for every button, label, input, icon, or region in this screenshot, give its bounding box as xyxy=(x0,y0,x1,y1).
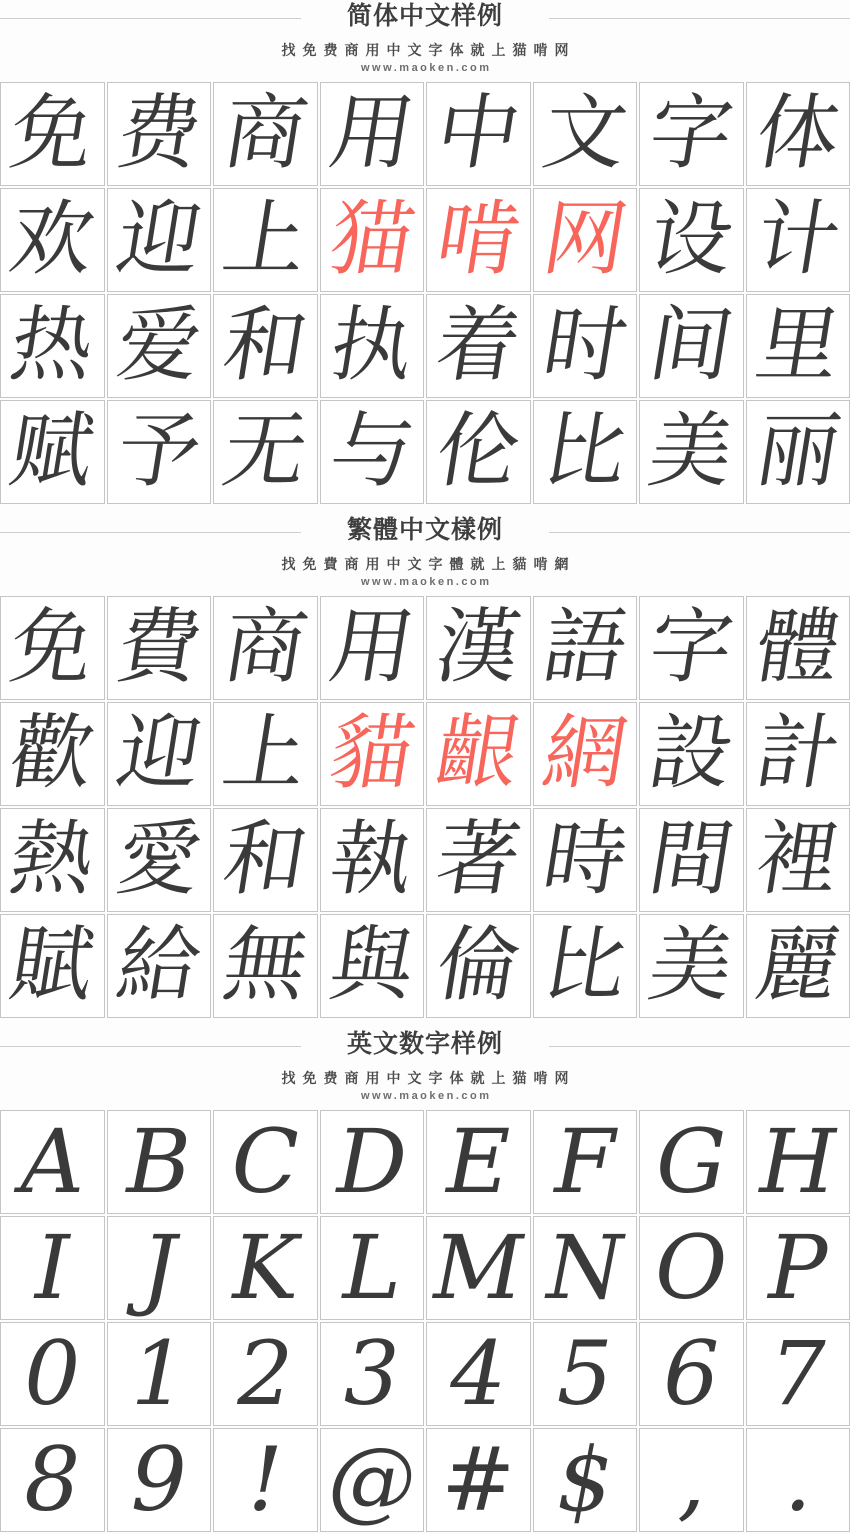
glyph: P xyxy=(768,1216,828,1319)
glyph-cell xyxy=(213,294,318,398)
glyph-cell xyxy=(426,596,531,700)
glyph-cell xyxy=(533,188,638,292)
glyph-cell xyxy=(320,1428,425,1532)
glyph: # xyxy=(441,1428,516,1531)
glyph: 爱 xyxy=(110,298,208,393)
glyph: 體 xyxy=(749,600,847,695)
glyph: 与 xyxy=(323,404,421,499)
glyph: 伦 xyxy=(429,404,527,499)
glyph: 麗 xyxy=(749,918,847,1013)
glyph-highlighted: 齦 xyxy=(429,706,527,801)
glyph-cell xyxy=(0,702,105,806)
site-url: www.maoken.com xyxy=(360,62,492,74)
glyph-cell xyxy=(533,596,638,700)
glyph-cell xyxy=(639,188,744,292)
glyph: . xyxy=(783,1428,812,1531)
glyph: 無 xyxy=(216,918,314,1013)
section-subtitle: 找免費商用中文字體就上貓啃網 xyxy=(281,556,576,572)
glyph-cell xyxy=(107,1428,212,1532)
glyph-cell xyxy=(533,82,638,186)
glyph: 热 xyxy=(3,298,101,393)
glyph-cell xyxy=(213,1428,318,1532)
glyph: 用 xyxy=(323,86,421,181)
glyph-cell xyxy=(320,808,425,912)
glyph: 商 xyxy=(216,86,314,181)
glyph-cell xyxy=(639,1110,744,1214)
glyph: 比 xyxy=(536,404,634,499)
glyph: 愛 xyxy=(110,812,208,907)
glyph: 給 xyxy=(110,918,208,1013)
glyph: 計 xyxy=(749,706,847,801)
glyph-cell xyxy=(639,1428,744,1532)
glyph: 和 xyxy=(216,812,314,907)
glyph: 里 xyxy=(749,298,847,393)
glyph-grid-simplified xyxy=(0,82,850,504)
glyph-cell xyxy=(426,188,531,292)
glyph: 3 xyxy=(343,1322,400,1425)
glyph-cell xyxy=(320,702,425,806)
glyph: 丽 xyxy=(749,404,847,499)
glyph-cell xyxy=(320,1216,425,1320)
glyph-highlighted: 网 xyxy=(536,192,634,287)
glyph: 间 xyxy=(642,298,740,393)
glyph-cell xyxy=(533,702,638,806)
section-title: 英文数字样例 xyxy=(301,1028,549,1060)
section-title: 简体中文样例 xyxy=(301,0,549,32)
glyph-cell xyxy=(746,188,850,292)
glyph-cell xyxy=(639,82,744,186)
glyph: 免 xyxy=(3,600,101,695)
glyph: H xyxy=(759,1110,837,1213)
glyph-cell xyxy=(107,188,212,292)
glyph-highlighted: 猫 xyxy=(323,192,421,287)
glyph-cell xyxy=(0,294,105,398)
glyph: A xyxy=(20,1110,85,1213)
section-title: 繁體中文樣例 xyxy=(301,514,549,546)
glyph: 无 xyxy=(216,404,314,499)
glyph: C xyxy=(231,1110,299,1213)
glyph: J xyxy=(141,1216,177,1319)
glyph: K xyxy=(232,1216,299,1319)
glyph: 7 xyxy=(769,1322,826,1425)
glyph-cell xyxy=(533,914,638,1018)
glyph-cell xyxy=(320,82,425,186)
glyph-cell xyxy=(426,82,531,186)
glyph-cell xyxy=(213,702,318,806)
glyph: 字 xyxy=(642,86,740,181)
glyph-cell xyxy=(320,914,425,1018)
glyph-cell xyxy=(0,914,105,1018)
glyph: $ xyxy=(556,1428,613,1531)
glyph: 比 xyxy=(536,918,634,1013)
glyph-cell xyxy=(0,188,105,292)
glyph-cell xyxy=(107,808,212,912)
glyph-cell xyxy=(746,1428,850,1532)
glyph-cell xyxy=(0,1322,105,1426)
glyph: 免 xyxy=(3,86,101,181)
glyph-cell xyxy=(426,1216,531,1320)
glyph: 和 xyxy=(216,298,314,393)
glyph: 1 xyxy=(130,1322,187,1425)
section-subtitle: 找免费商用中文字体就上猫啃网 xyxy=(281,1070,576,1086)
glyph: 2 xyxy=(237,1322,294,1425)
section-simplified-chinese xyxy=(0,0,850,504)
glyph: 倫 xyxy=(429,918,527,1013)
site-url: www.maoken.com xyxy=(360,576,492,588)
glyph-cell xyxy=(0,82,105,186)
glyph: 賦 xyxy=(3,918,101,1013)
glyph-cell xyxy=(0,596,105,700)
glyph: 8 xyxy=(24,1428,81,1531)
glyph: F xyxy=(554,1110,616,1213)
glyph-cell xyxy=(107,702,212,806)
glyph-cell xyxy=(107,400,212,504)
glyph-cell xyxy=(213,808,318,912)
glyph-cell xyxy=(320,400,425,504)
glyph: 执 xyxy=(323,298,421,393)
section-header xyxy=(0,0,850,74)
glyph-cell xyxy=(107,914,212,1018)
glyph: 著 xyxy=(429,812,527,907)
glyph: 設 xyxy=(642,706,740,801)
glyph: 美 xyxy=(642,918,740,1013)
glyph-cell xyxy=(213,1216,318,1320)
section-english-digits xyxy=(0,1028,850,1532)
glyph: 中 xyxy=(429,86,527,181)
glyph-cell xyxy=(746,1322,850,1426)
glyph-cell xyxy=(639,808,744,912)
glyph-cell xyxy=(426,1110,531,1214)
glyph-grid-traditional xyxy=(0,596,850,1018)
glyph-cell xyxy=(320,188,425,292)
glyph: B xyxy=(126,1110,192,1213)
glyph: 着 xyxy=(429,298,527,393)
glyph-cell xyxy=(107,82,212,186)
glyph-cell xyxy=(746,702,850,806)
section-header xyxy=(0,1028,850,1102)
section-title-row xyxy=(0,514,850,550)
glyph: 熱 xyxy=(3,812,101,907)
glyph-cell xyxy=(426,294,531,398)
glyph-cell xyxy=(213,914,318,1018)
glyph-cell xyxy=(320,1322,425,1426)
glyph-cell xyxy=(533,808,638,912)
section-title-row xyxy=(0,1028,850,1064)
glyph-cell xyxy=(746,294,850,398)
glyph-cell xyxy=(746,914,850,1018)
glyph-cell xyxy=(639,1216,744,1320)
glyph: 体 xyxy=(749,86,847,181)
glyph-cell xyxy=(426,702,531,806)
glyph: M xyxy=(433,1216,524,1319)
glyph-cell xyxy=(746,1216,850,1320)
glyph-cell xyxy=(0,400,105,504)
glyph-cell xyxy=(107,1216,212,1320)
glyph: 語 xyxy=(536,600,634,695)
glyph: 上 xyxy=(216,192,314,287)
glyph-cell xyxy=(426,1428,531,1532)
glyph: 赋 xyxy=(3,404,101,499)
glyph: E xyxy=(446,1110,511,1213)
glyph-cell xyxy=(639,596,744,700)
glyph-cell xyxy=(107,294,212,398)
section-header xyxy=(0,514,850,588)
section-traditional-chinese xyxy=(0,514,850,1018)
section-subtitle: 找免费商用中文字体就上猫啃网 xyxy=(281,42,576,58)
glyph: 4 xyxy=(450,1322,507,1425)
glyph-cell xyxy=(533,1216,638,1320)
glyph-cell xyxy=(213,82,318,186)
glyph: 时 xyxy=(536,298,634,393)
glyph: 迎 xyxy=(110,192,208,287)
glyph-cell xyxy=(639,702,744,806)
glyph: 裡 xyxy=(749,812,847,907)
glyph-cell xyxy=(639,914,744,1018)
glyph: 歡 xyxy=(3,706,101,801)
glyph-highlighted: 啃 xyxy=(429,192,527,287)
glyph: 美 xyxy=(642,404,740,499)
glyph: 0 xyxy=(24,1322,81,1425)
glyph-cell xyxy=(213,1110,318,1214)
glyph-cell xyxy=(213,188,318,292)
glyph-cell xyxy=(426,808,531,912)
glyph-cell xyxy=(639,1322,744,1426)
glyph-cell xyxy=(0,808,105,912)
glyph-cell xyxy=(320,1110,425,1214)
glyph-cell xyxy=(746,82,850,186)
glyph: 用 xyxy=(323,600,421,695)
glyph: 计 xyxy=(749,192,847,287)
glyph-cell xyxy=(320,294,425,398)
glyph: 费 xyxy=(110,86,208,181)
glyph-cell xyxy=(107,1322,212,1426)
glyph: 執 xyxy=(323,812,421,907)
glyph: 迎 xyxy=(110,706,208,801)
glyph-cell xyxy=(533,294,638,398)
glyph-cell xyxy=(746,808,850,912)
glyph: @ xyxy=(327,1428,416,1531)
glyph: 漢 xyxy=(429,600,527,695)
glyph: , xyxy=(677,1428,706,1531)
glyph: 文 xyxy=(536,86,634,181)
glyph-cell xyxy=(0,1216,105,1320)
glyph-highlighted: 網 xyxy=(536,706,634,801)
glyph-cell xyxy=(107,596,212,700)
glyph-highlighted: 貓 xyxy=(323,706,421,801)
glyph-cell xyxy=(213,1322,318,1426)
glyph: L xyxy=(342,1216,401,1319)
glyph-cell xyxy=(639,400,744,504)
glyph-grid-latin xyxy=(0,1110,850,1532)
glyph-cell xyxy=(0,1428,105,1532)
glyph-cell xyxy=(533,1110,638,1214)
glyph-cell xyxy=(746,1110,850,1214)
glyph-cell xyxy=(0,1110,105,1214)
glyph: 商 xyxy=(216,600,314,695)
glyph: 間 xyxy=(642,812,740,907)
glyph-cell xyxy=(426,914,531,1018)
glyph: 设 xyxy=(642,192,740,287)
glyph: G xyxy=(656,1110,727,1213)
glyph: I xyxy=(34,1216,70,1319)
glyph: 與 xyxy=(323,918,421,1013)
glyph-cell xyxy=(213,596,318,700)
glyph-cell xyxy=(107,1110,212,1214)
section-title-row xyxy=(0,0,850,36)
glyph: 6 xyxy=(663,1322,720,1425)
glyph: 時 xyxy=(536,812,634,907)
glyph-cell xyxy=(533,1322,638,1426)
glyph: 上 xyxy=(216,706,314,801)
glyph-cell xyxy=(533,1428,638,1532)
site-url: www.maoken.com xyxy=(360,1090,492,1102)
glyph-cell xyxy=(639,294,744,398)
glyph: O xyxy=(655,1216,728,1319)
glyph-cell xyxy=(533,400,638,504)
glyph-cell xyxy=(320,596,425,700)
glyph-cell xyxy=(426,1322,531,1426)
glyph-cell xyxy=(746,400,850,504)
glyph: D xyxy=(336,1110,408,1213)
glyph-cell xyxy=(426,400,531,504)
glyph: N xyxy=(546,1216,624,1319)
glyph: 予 xyxy=(110,404,208,499)
glyph-cell xyxy=(746,596,850,700)
glyph-cell xyxy=(213,400,318,504)
glyph: 欢 xyxy=(3,192,101,287)
glyph: 字 xyxy=(642,600,740,695)
glyph: 5 xyxy=(556,1322,613,1425)
glyph: 費 xyxy=(110,600,208,695)
glyph: ! xyxy=(247,1428,283,1531)
glyph: 9 xyxy=(130,1428,187,1531)
